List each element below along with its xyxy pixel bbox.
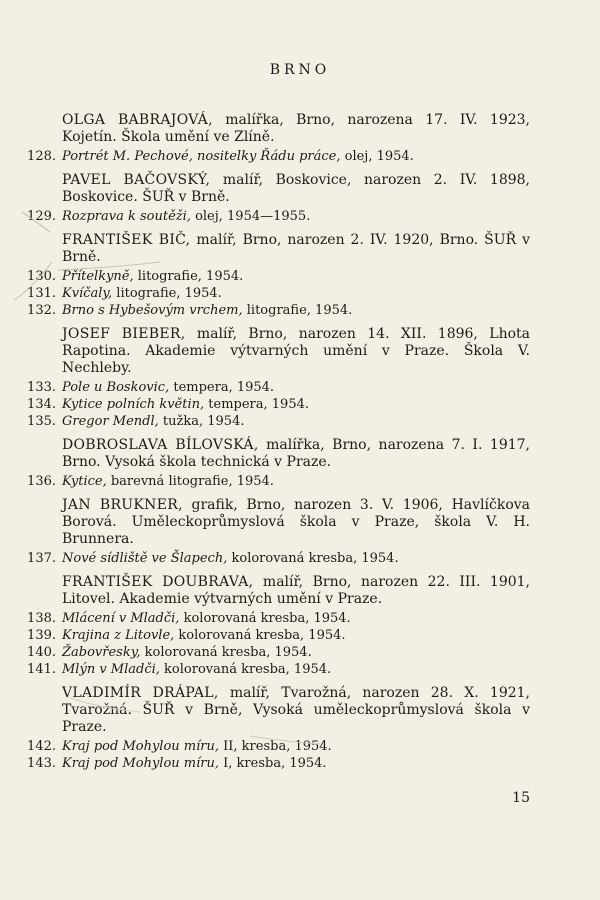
artist-info: malíř, Brno, narozen 2. IV. 1920, Brno. ŠUŘ v Brně. — [62, 232, 531, 265]
work-title: Mlýn v Mladči, — [62, 662, 160, 677]
work-number: 141. — [27, 662, 56, 677]
works-list — [0, 610, 600, 678]
work-item — [0, 413, 600, 430]
artist-name: DOBROSLAVA BÍLOVSKÁ, — [62, 437, 259, 453]
works-list — [0, 148, 600, 165]
work-title: Žabovřesky, — [62, 645, 141, 660]
works-list — [0, 379, 600, 430]
artist-entry — [62, 326, 530, 377]
work-text — [62, 738, 332, 755]
work-number: 128. — [27, 149, 56, 164]
work-details: kolorovaná kresba, 1954. — [164, 662, 332, 677]
work-item — [0, 208, 600, 225]
artist-info: malíř, Brno, narozen 22. III. 1901, Litovel. Akademie výtvarných umění v Praze. — [62, 574, 531, 607]
artist-info: malířka, Brno, narozena 17. IV. 1923, Kojetín. Škola umění ve Zlíně. — [62, 112, 530, 145]
work-item — [0, 473, 600, 490]
work-item — [0, 550, 600, 567]
work-title: Krajina z Litovle, — [62, 628, 175, 643]
work-text — [62, 208, 310, 225]
artist-entry — [62, 574, 530, 608]
work-number: 139. — [27, 628, 56, 643]
work-item — [0, 738, 600, 755]
work-text — [62, 473, 274, 490]
works-list — [0, 473, 600, 490]
artist-info: malířka, Brno, narozena 7. I. 1917, Brno. Vysoká škola technická v Praze. — [62, 437, 531, 470]
work-number: 129. — [27, 209, 56, 224]
works-list — [0, 738, 600, 772]
work-title: Kytice polních květin, — [62, 397, 205, 412]
work-title: Brno s Hybešovým vrchem, — [62, 303, 243, 318]
work-title: Pole u Boskovic, — [62, 380, 170, 395]
work-item — [0, 148, 600, 165]
work-item — [0, 627, 600, 644]
work-text — [62, 550, 399, 567]
artist-name: OLGA BABRAJOVÁ, — [62, 112, 213, 128]
work-details: litografie, 1954. — [137, 269, 244, 284]
work-number: 134. — [27, 397, 56, 412]
work-title: Kvíčaly, — [62, 286, 113, 301]
work-text — [62, 610, 351, 627]
artist-name: JOSEF BIEBER, — [62, 326, 186, 342]
work-title: Nové sídliště ve Šlapech, — [62, 551, 228, 566]
work-item — [0, 755, 600, 772]
works-list — [0, 208, 600, 225]
work-number: 138. — [27, 611, 56, 626]
artist-info: malíř, Brno, narozen 14. XII. 1896, Lhota Rapotina. Akademie výtvarných umění v Praze. Škola V. Nechleby. — [62, 326, 530, 376]
work-item — [0, 302, 600, 319]
work-details: olej, 1954. — [344, 149, 414, 164]
work-title: Kraj pod Mohylou míru, — [62, 756, 219, 771]
work-text — [62, 755, 327, 772]
work-item — [0, 379, 600, 396]
works-list — [0, 268, 600, 319]
work-details: kolorovaná kresba, 1954. — [178, 628, 346, 643]
work-number: 132. — [27, 303, 56, 318]
work-details: kolorovaná kresba, 1954. — [183, 611, 351, 626]
work-number: 143. — [27, 756, 56, 771]
work-number: 142. — [27, 739, 56, 754]
artist-name: FRANTIŠEK DOUBRAVA, — [62, 574, 254, 590]
work-text — [62, 302, 352, 319]
artist-entry — [62, 685, 530, 736]
work-number: 136. — [27, 474, 56, 489]
work-details: barevná litografie, 1954. — [110, 474, 274, 489]
work-title: Gregor Mendl, — [62, 414, 159, 429]
artist-entry — [62, 112, 530, 146]
artist-name: PAVEL BAČOVSKÝ, — [62, 172, 211, 188]
work-text — [62, 661, 331, 678]
work-number: 140. — [27, 645, 56, 660]
artist-entry — [62, 232, 530, 266]
work-text — [62, 268, 243, 285]
work-item — [0, 644, 600, 661]
work-title: Kytice, — [62, 474, 107, 489]
work-details: I, kresba, 1954. — [223, 756, 327, 771]
work-details: tempera, 1954. — [173, 380, 275, 395]
work-title: Kraj pod Mohylou míru, — [62, 739, 219, 754]
work-item — [0, 285, 600, 302]
work-title: Rozprava k soutěži, — [62, 209, 191, 224]
work-text — [62, 644, 312, 661]
page-heading: BRNO — [269, 62, 331, 78]
work-details: kolorovaná kresba, 1954. — [144, 645, 312, 660]
work-title: Mlácení v Mladči, — [62, 611, 180, 626]
work-number: 133. — [27, 380, 56, 395]
page-number: 15 — [512, 790, 530, 806]
work-number: 135. — [27, 414, 56, 429]
work-item — [0, 268, 600, 285]
work-text — [62, 379, 274, 396]
artist-info: malíř, Boskovice, narozen 2. IV. 1898, Boskovice. ŠUŘ v Brně. — [62, 172, 531, 205]
artist-info: malíř, Tvarožná, narozen 28. X. 1921, Tvarožná. ŠUŘ v Brně, Vysoká uměleckoprůmyslová škola v Praze. — [62, 685, 531, 735]
work-item — [0, 661, 600, 678]
artist-name: VLADIMÍR DRÁPAL, — [62, 685, 219, 701]
work-title: Portrét M. Pechové, nositelky Řádu práce, — [62, 149, 341, 164]
work-details: litografie, 1954. — [116, 286, 222, 301]
work-details: II, kresba, 1954. — [223, 739, 332, 754]
work-number: 130. — [27, 269, 56, 284]
artist-entry — [62, 497, 530, 548]
work-number: 131. — [27, 286, 56, 301]
work-details: olej, 1954—1955. — [195, 209, 311, 224]
work-number: 137. — [27, 551, 56, 566]
work-text — [62, 285, 222, 302]
artist-name: JAN BRUKNER, — [62, 497, 183, 513]
artist-name: FRANTIŠEK BIČ, — [62, 232, 191, 248]
artist-entry — [62, 172, 530, 206]
catalog-entries — [0, 112, 600, 772]
work-details: tužka, 1954. — [162, 414, 245, 429]
work-details: litografie, 1954. — [246, 303, 353, 318]
work-title: Přítelkyně, — [62, 269, 134, 284]
artist-info: grafik, Brno, narozen 3. V. 1906, Havlíčkova Borová. Uměleckoprůmyslová škola v Praze, škola V. H. Brunnera. — [62, 497, 530, 547]
work-text — [62, 413, 244, 430]
work-text — [62, 627, 346, 644]
work-item — [0, 610, 600, 627]
work-details: kolorovaná kresba, 1954. — [231, 551, 399, 566]
work-text — [62, 148, 414, 165]
work-item — [0, 396, 600, 413]
work-text — [62, 396, 309, 413]
work-details: tempera, 1954. — [208, 397, 309, 412]
works-list — [0, 550, 600, 567]
artist-entry — [62, 437, 530, 471]
